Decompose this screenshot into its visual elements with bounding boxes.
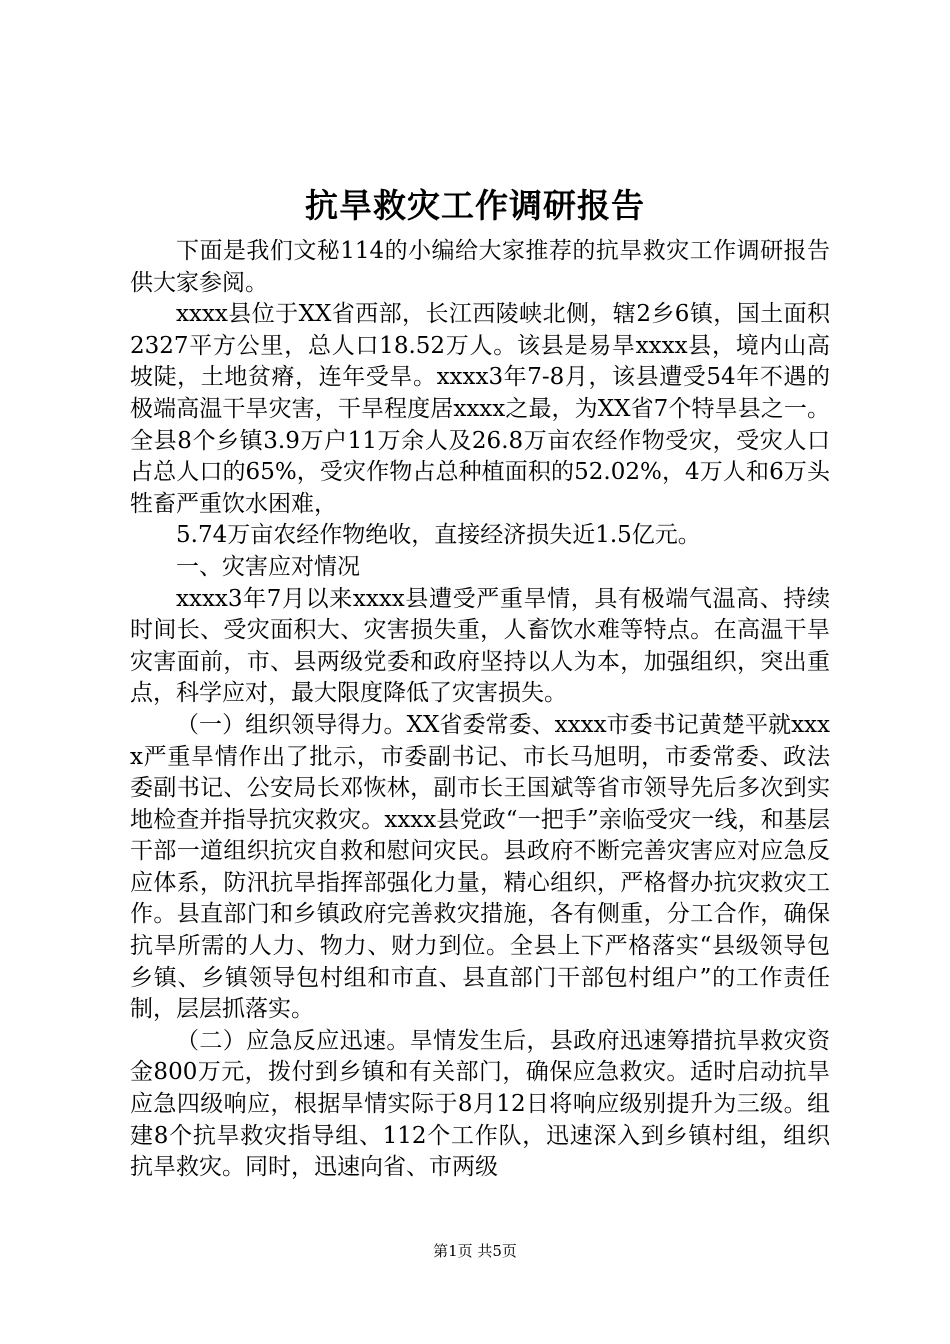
page-footer: 第1页 共5页 <box>433 1242 517 1260</box>
leadership-paragraph: （一）组织领导得力。XX省委常委、xxxx市委书记黄楚平就xxxx严重旱情作出了批示，市委副书记、市长马旭明，市委常委、政法委副书记、公安局长邓恢林，副市长王国斌等省市领导先后多次到实地检查并指导抗灾救灾。xxxx县党政“一把手”亲临受灾一线，和基层干部一道组织抗灾自救和慰问灾民。县政府不断完善灾害应对应急反应体系，防汛抗旱指挥部强化力量，精心组织，严格督办抗灾救灾工作。县直部门和乡镇政府完善救灾措施，各有侧重，分工合作，确保抗旱所需的人力、物力、财力到位。全县上下严格落实“县级领导包乡镇、乡镇领导包村组和市直、县直部门干部包村组户”的工作责任制，层层抓落实。 <box>130 711 830 1023</box>
loss-summary-paragraph: 5.74万亩农经作物绝收，直接经济损失近1.5亿元。 <box>176 522 701 549</box>
intro-paragraph: 下面是我们文秘114的小编给大家推荐的抗旱救灾工作调研报告供大家参阅。 <box>130 238 830 296</box>
document-title: 抗旱救灾工作调研报告 <box>305 186 645 225</box>
emergency-response-paragraph: （二）应急反应迅速。旱情发生后，县政府迅速筹措抗旱救灾资金800万元，拨付到乡镇和有关部门，确保应急救灾。适时启动抗旱应急四级响应，根据旱情实际于8月12日将响应级别提升为三级。组建8个抗旱救灾指导组、112个工作队，迅速深入到乡镇村组，组织抗旱救灾。同时，迅速向省、市两级 <box>130 1027 830 1181</box>
disaster-response-paragraph: xxxx3年7月以来xxxx县遭受严重旱情，具有极端气温高、持续时间长、受灾面积大、灾害损失重，人畜饮水难等特点。在高温干旱灾害面前，市、县两级党委和政府坚持以人为本，加强组织，突出重点，科学应对，最大限度降低了灾害损失。 <box>130 585 830 707</box>
section-heading: 一、灾害应对情况 <box>176 553 360 580</box>
county-overview-paragraph: xxxx县位于XX省西部，长江西陵峡北侧，辖2乡6镇，国土面积2327平方公里，总人口18.52万人。该县是易旱xxxx县，境内山高坡陡，土地贫瘠，连年受旱。xxxx3年7-8月，该县遭受54年不遇的极端高温干旱灾害，干旱程度居xxxx之最，为XX省7个特旱县之一。全县8个乡镇3.9万户11万余人及26.8万亩农经作物受灾，受灾人口占总人口的65%，受灾作物占总种植面积的52.02%，4万人和6万头牲畜严重饮水困难， <box>130 301 830 517</box>
document-body <box>130 236 830 1184</box>
